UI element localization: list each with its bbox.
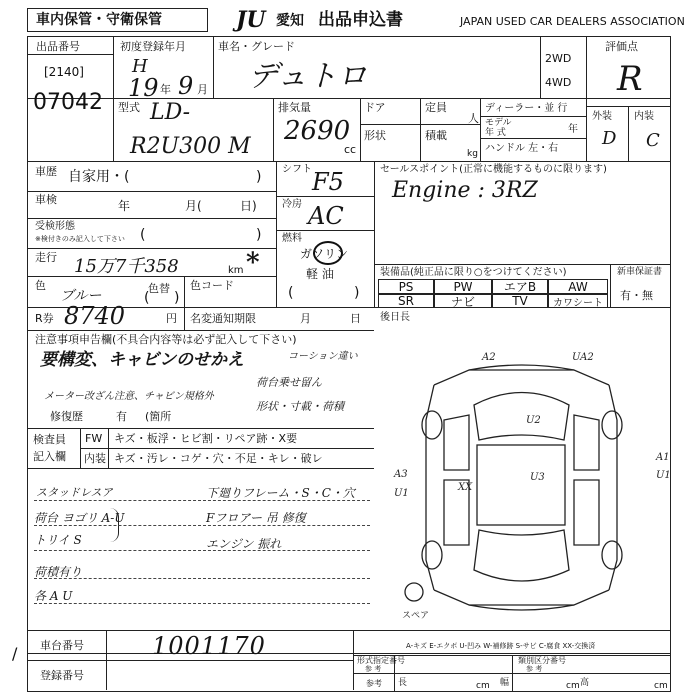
divider	[184, 276, 185, 307]
month-mark: 月	[197, 83, 208, 96]
registration-era: H	[132, 56, 148, 77]
history-label: 車歴	[35, 165, 57, 178]
year-unit: 年	[568, 124, 578, 135]
ownership-month: 月	[300, 312, 311, 325]
divider	[27, 330, 374, 331]
divider	[512, 655, 513, 692]
fuel-circle	[313, 241, 343, 265]
divider	[276, 230, 374, 231]
rule-line	[34, 500, 370, 501]
recycle-unit: 円	[166, 312, 177, 325]
grade-value: R	[617, 59, 643, 99]
shift-value: F5	[312, 168, 344, 196]
car-name: デュトロ	[248, 59, 368, 94]
year-mark: 年	[160, 83, 171, 96]
rule-line	[34, 550, 370, 551]
load-label: 積載	[425, 129, 447, 142]
selling-points-label: セールスポイント(正常に機能するものに限ります)	[380, 164, 607, 175]
grade-label: 評価点	[605, 40, 638, 53]
displacement-label: 排気量	[278, 101, 311, 114]
equipment-pw: PW	[434, 279, 492, 294]
form-title: 出品申込書	[318, 10, 403, 30]
fuel-label: 燃料	[282, 233, 302, 244]
rule-line	[34, 603, 370, 604]
chassis-value: 1001170	[152, 632, 266, 660]
mark-a1: A1	[656, 452, 670, 463]
warranty-value: 有・無	[620, 289, 653, 302]
divider	[108, 428, 109, 468]
dealer-label: ディーラー・並 行	[485, 103, 568, 114]
note-right-3: エンジン 振れ	[206, 537, 282, 551]
recycle-value: 8740	[64, 302, 126, 330]
inspector-row1: キズ・板浮・ヒビ割・リペア跡・X要	[114, 432, 298, 445]
registration-year: 19	[128, 74, 159, 102]
history-value: 自家用・(	[68, 169, 130, 185]
model-cert-label: 形式指定番号	[357, 656, 405, 665]
rule-line	[34, 578, 370, 579]
equipment-aw: AW	[548, 279, 608, 294]
divider	[360, 98, 361, 161]
divider	[27, 161, 671, 162]
interior-label: 内装	[634, 111, 654, 122]
divider	[273, 98, 274, 161]
fuel-open: (	[288, 285, 294, 301]
divider	[374, 161, 375, 307]
mark-xx: XX	[458, 482, 473, 493]
divider	[276, 196, 374, 197]
divider	[27, 191, 276, 192]
dim-length-unit: cm	[476, 681, 490, 691]
divider	[27, 468, 374, 469]
dim-height-unit: cm	[654, 681, 668, 691]
ownership-day: 日	[350, 312, 361, 325]
notes-line2b: 荷台乗せ留ん	[256, 376, 322, 389]
ac-value: AC	[308, 202, 344, 230]
note-left-1: スタッドレスア	[36, 486, 113, 499]
reception-label: 受検形態	[35, 221, 75, 232]
divider	[610, 264, 611, 307]
registration-label: 初度登録年月	[120, 40, 186, 53]
inspector-row2-label: 内装	[84, 452, 106, 465]
model-year-sub: 年 式	[485, 128, 506, 138]
divider	[420, 98, 421, 161]
chassis-label: 車台番号	[40, 639, 84, 652]
fuel-options: ガソリン	[300, 247, 349, 261]
divider	[540, 36, 541, 99]
note-left-3: トリイ S	[34, 533, 82, 547]
lot-label: 出品番号	[36, 40, 80, 53]
mark-a3: A3	[394, 469, 408, 480]
equipment-tv: TV	[492, 294, 548, 308]
selling-points-value: Engine : 3RZ	[392, 178, 538, 203]
equipment-airbag: エアB	[492, 279, 548, 294]
notes-line1b: コーション違い	[288, 351, 358, 362]
registration-no-label: 登録番号	[40, 669, 84, 682]
color-close: )	[174, 290, 180, 306]
equipment-ps: PS	[378, 279, 434, 294]
color-change-label: 色替	[148, 282, 170, 295]
reception-note: ※検付きのみ記入して下さい	[35, 235, 125, 243]
divider	[480, 98, 481, 161]
registration-month: 9	[178, 72, 194, 100]
notes-line2c: 形状・寸載・荷積	[256, 400, 344, 413]
divider	[27, 98, 671, 99]
model-year-label: モデル	[485, 118, 512, 128]
repair-parts: (箇所	[145, 410, 172, 423]
capacity-label: 定員	[425, 101, 447, 114]
equipment-label: 装備品(純正品に限り○をつけてください)	[380, 267, 567, 278]
dim-width: 幅	[500, 678, 510, 688]
shape-label: 形状	[364, 129, 386, 142]
mark-u3: U3	[530, 472, 545, 483]
notes-label: 注意事項申告欄(不具合内容等は必ず記入して下さい)	[35, 333, 297, 346]
dim-height: 高	[580, 678, 590, 688]
drive-4wd: 4WD	[545, 76, 572, 89]
vehicle-damage-diagram	[374, 330, 674, 640]
history-close: )	[256, 169, 262, 185]
association-name: JAPAN USED CAR DEALERS ASSOCIATION	[460, 15, 685, 28]
damage-legend: A-キズ E-エクボ U-凹み W-補修跡 S-サビ C-腐食 XX-交換済	[406, 642, 596, 650]
fuel-diesel: 軽 油	[306, 267, 334, 281]
repair-value: 有	[116, 410, 127, 423]
load-unit: kg	[467, 149, 478, 159]
divider	[360, 124, 480, 125]
recycle-label: R券	[35, 312, 54, 325]
inspector-row2: キズ・汚レ・コゲ・穴・不足・キレ・破レ	[114, 452, 323, 465]
divider	[27, 218, 276, 219]
divider	[480, 138, 586, 139]
note-right-2: Fフロアー 吊 修復	[206, 511, 306, 525]
shift-label: シフト	[282, 164, 312, 175]
equipment-navi: ナビ	[434, 294, 492, 308]
mileage-unit: km	[228, 265, 244, 276]
storage-label: 車内保管・守衛保管	[36, 12, 162, 28]
class-cert-sub: 参 考	[526, 665, 543, 673]
color-label: 色	[35, 279, 46, 292]
color-value: ブルー	[60, 288, 102, 304]
divider	[184, 307, 185, 330]
exterior-label: 外装	[592, 111, 612, 122]
inspection-year: 年	[118, 199, 131, 213]
door-label: ドア	[364, 101, 386, 114]
dim-width-unit: cm	[566, 681, 580, 691]
handle-label: ハンドル 左・右	[485, 143, 559, 154]
model-prefix: LD-	[150, 100, 191, 125]
warranty-label: 新車保証書	[617, 267, 663, 277]
lot-number: 07042	[33, 90, 103, 115]
inspection-label: 車検	[35, 193, 57, 206]
note-left-5: 各 A U	[34, 589, 73, 603]
interior-value: C	[646, 130, 660, 151]
inspector-sub: 記入欄	[33, 450, 66, 463]
inspection-day: 日)	[240, 199, 257, 213]
exterior-value: D	[602, 128, 617, 149]
capacity-unit: 人	[468, 112, 479, 125]
equipment-sr: SR	[378, 294, 434, 308]
color-code-label: 色コード	[190, 279, 234, 292]
ac-label: 冷房	[282, 199, 302, 210]
dim-ref-label: 参考	[366, 679, 382, 688]
inspector-label: 検査員	[33, 433, 66, 446]
car-name-label: 車名・グレード	[218, 40, 295, 53]
note-left-2: 荷台 ヨゴリ A-U	[34, 511, 125, 525]
org-name: 愛知	[276, 13, 304, 29]
inspection-month: 月(	[185, 199, 202, 213]
equipment-leather: カワシート	[548, 294, 608, 308]
notes-line2: メーター改ざん注意、チャビン規格外	[44, 391, 214, 402]
displacement-value: 2690	[284, 116, 351, 146]
displacement-unit: cc	[344, 143, 357, 156]
divider	[374, 264, 671, 265]
divider	[628, 106, 629, 161]
mark-ua2: UA2	[572, 352, 594, 363]
divider	[80, 448, 374, 449]
fuel-close: )	[354, 285, 360, 301]
spare-label: スペア	[402, 611, 430, 621]
divider	[27, 248, 276, 249]
reception-open: (	[140, 227, 146, 243]
model-code: R2U300 M	[130, 134, 251, 159]
inspector-row1-label: FW	[85, 432, 103, 445]
color-open: (	[144, 290, 150, 306]
rule-line	[34, 525, 370, 526]
divider	[27, 54, 113, 55]
mileage-mark: *	[246, 248, 260, 278]
class-cert-label: 類別区分番号	[518, 656, 566, 665]
model-label: 型式	[118, 101, 140, 114]
mark-u1-right: U1	[656, 470, 671, 481]
mark-u2: U2	[526, 415, 541, 426]
dim-length: 長	[398, 678, 408, 688]
notes-line1: 要構変、キャビンのせかえ	[40, 350, 244, 370]
ownership-label: 名変通知期限	[190, 312, 256, 325]
note-right-1: 下廻りフレーム・S・C・穴	[206, 486, 355, 500]
lot-subnumber: [2140]	[44, 65, 84, 79]
mileage-value: 15万7千358	[74, 256, 179, 277]
note-left-4: 荷積有り	[34, 565, 83, 579]
model-cert-sub: 参 考	[365, 665, 382, 673]
divider	[80, 428, 81, 468]
divider	[276, 161, 277, 307]
reception-close: )	[256, 227, 262, 243]
ju-logo: JU	[236, 7, 266, 33]
mark-a2: A2	[482, 352, 496, 363]
rear-eval-label: 後日長	[380, 312, 410, 323]
repair-label: 修復歴	[50, 410, 83, 423]
mileage-label: 走行	[35, 251, 57, 264]
divider	[213, 36, 214, 99]
mark-u1-left: U1	[394, 488, 409, 499]
corner-mark: /	[12, 644, 18, 663]
divider	[480, 116, 586, 117]
drive-2wd: 2WD	[545, 52, 572, 65]
